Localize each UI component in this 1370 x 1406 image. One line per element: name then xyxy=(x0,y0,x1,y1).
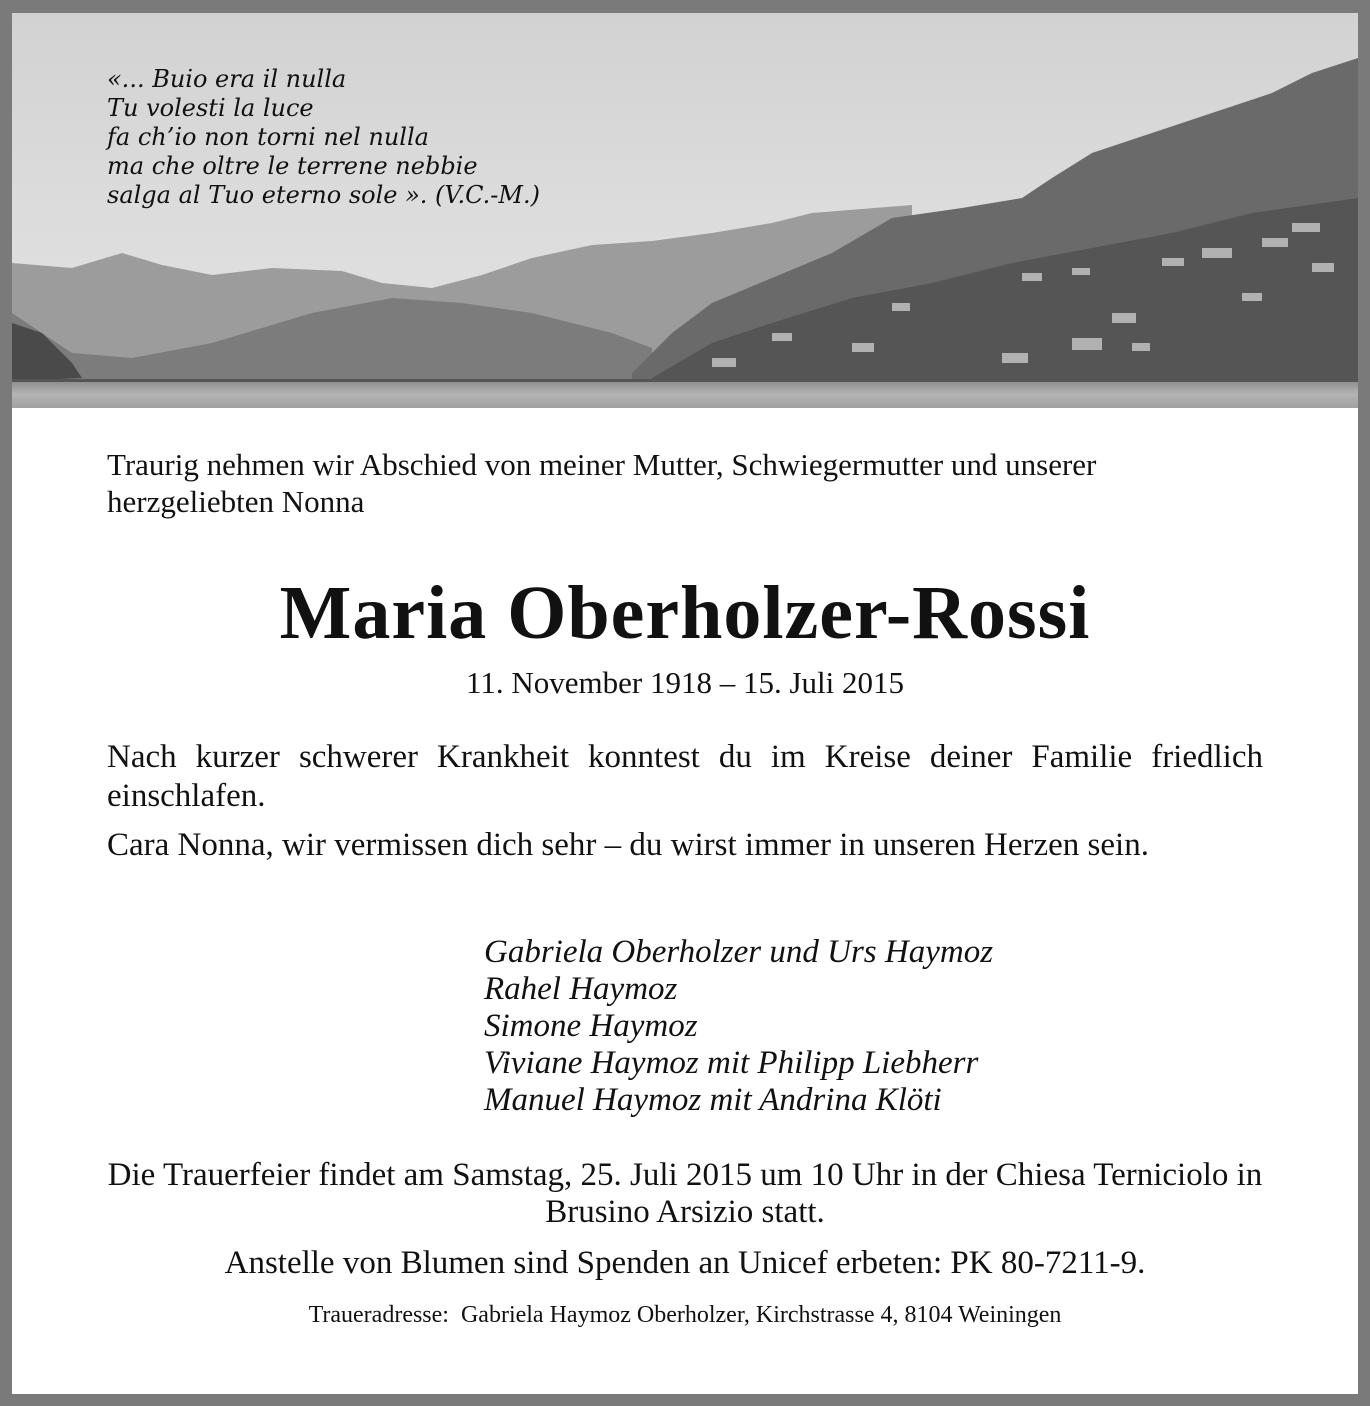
italian-poem-quote xyxy=(107,65,540,210)
intro-text: Traurig nehmen wir Abschied von meiner Mutter, Schwiegermutter und unserer herzgeliebten Nonna xyxy=(107,447,1097,519)
quote-line: Tu volesti la luce xyxy=(107,94,314,122)
donation-info: Anstelle von Blumen sind Spenden an Unicef erbeten: PK 80-7211-9. xyxy=(224,1245,1146,1281)
mourner-name: Gabriela Oberholzer und Urs Haymoz xyxy=(484,934,994,970)
quote-line: ma che oltre le terrene nebbie xyxy=(107,152,478,180)
mourner-name: Viviane Haymoz mit Philipp Liebherr xyxy=(484,1045,979,1081)
mourning-address: Traueradresse: Gabriela Haymoz Oberholzer, Kirchstrasse 4, 8104 Weiningen xyxy=(308,1302,1062,1328)
mourners-list xyxy=(484,934,993,1119)
mourner-name: Rahel Haymoz xyxy=(484,971,678,1007)
mourner-name: Manuel Haymoz mit Andrina Klöti xyxy=(484,1082,942,1118)
lake-mountain-landscape-photo xyxy=(12,13,1358,408)
life-dates: 11. November 1918 – 15. Juli 2015 xyxy=(466,665,904,700)
mourner-name: Simone Haymoz xyxy=(484,1008,698,1044)
paragraph-illness: Nach kurzer schwerer Krankheit konntest du im Kreise deiner Familie friedlich einschlafen. xyxy=(107,739,1263,814)
quote-line: fa ch’io non torni nel nulla xyxy=(107,123,429,151)
paragraph-farewell: Cara Nonna, wir vermissen dich sehr – du wirst immer in unseren Herzen sein. xyxy=(107,827,1149,863)
funeral-ceremony-info: Die Trauerfeier findet am Samstag, 25. Juli 2015 um 10 Uhr in der Chiesa Terniciolo in Brusino Arsizio statt. xyxy=(107,1157,1263,1230)
deceased-name: Maria Oberholzer-Rossi xyxy=(279,571,1091,655)
quote-line: «... Buio era il nulla xyxy=(107,65,347,93)
quote-line: salga al Tuo eterno sole ». (V.C.-M.) xyxy=(107,181,540,209)
